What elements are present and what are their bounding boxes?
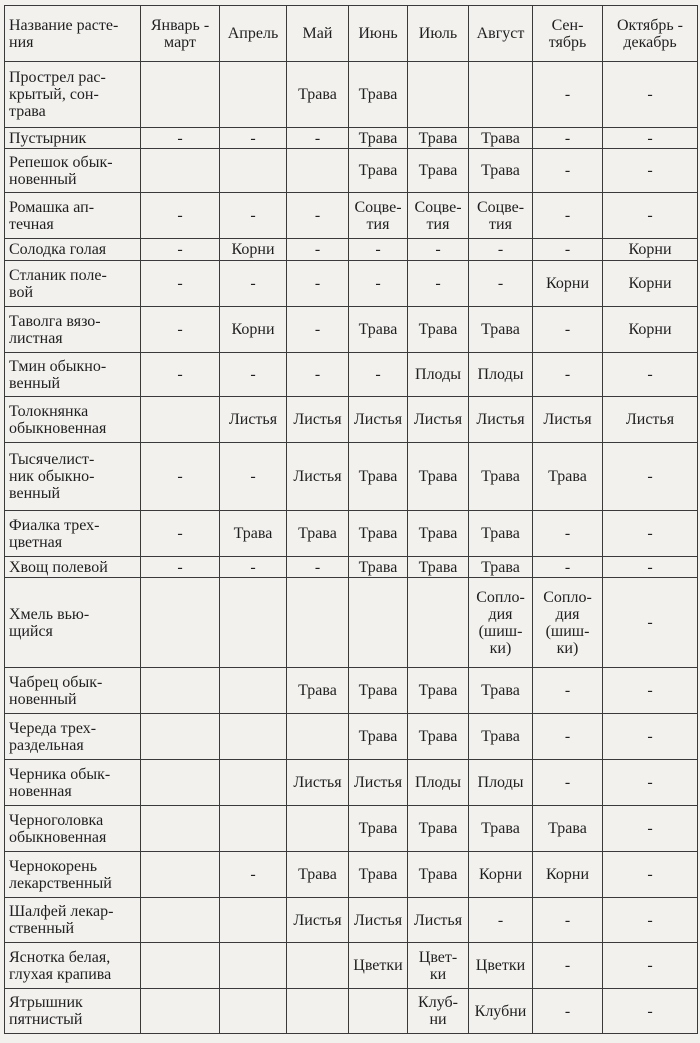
cell-august: Трава: [469, 307, 533, 353]
cell-july: Трава: [408, 668, 469, 714]
header-april: Апрель: [220, 6, 287, 62]
cell-may: Листья: [287, 760, 349, 806]
cell-oct-dec: -: [603, 62, 698, 128]
plant-name-cell: Ромашка ап- течная: [5, 193, 141, 239]
cell-may: Листья: [287, 898, 349, 943]
cell-august: Трава: [469, 806, 533, 852]
cell-jan-mar: -: [141, 557, 220, 578]
cell-july: Клуб- ни: [408, 989, 469, 1034]
header-july: Июль: [408, 6, 469, 62]
plant-name-cell: Стланик поле- вой: [5, 261, 141, 307]
cell-june: [349, 578, 408, 668]
cell-august: Плоды: [469, 760, 533, 806]
cell-may: -: [287, 353, 349, 397]
cell-oct-dec: Корни: [603, 307, 698, 353]
cell-jan-mar: -: [141, 193, 220, 239]
table-row: [5, 943, 698, 989]
plant-name-cell: Толокнянка обыкновенная: [5, 397, 141, 443]
cell-august: Трава: [469, 443, 533, 511]
cell-oct-dec: -: [603, 760, 698, 806]
cell-september: -: [533, 193, 603, 239]
cell-july: Цвет- ки: [408, 943, 469, 989]
cell-july: Трава: [408, 806, 469, 852]
cell-august: -: [469, 239, 533, 261]
plant-name-cell: Тмин обыкно- венный: [5, 353, 141, 397]
cell-jan-mar: [141, 806, 220, 852]
cell-oct-dec: Листья: [603, 397, 698, 443]
cell-jan-mar: -: [141, 511, 220, 557]
table-row: [5, 760, 698, 806]
cell-july: Соцве- тия: [408, 193, 469, 239]
cell-september: Сопло- дия (шиш- ки): [533, 578, 603, 668]
cell-july: Трава: [408, 714, 469, 760]
cell-oct-dec: -: [603, 149, 698, 193]
cell-august: [469, 62, 533, 128]
plant-name-cell: Хмель вью- щийся: [5, 578, 141, 668]
cell-june: Трава: [349, 852, 408, 898]
cell-jan-mar: [141, 943, 220, 989]
cell-april: [220, 760, 287, 806]
cell-september: -: [533, 943, 603, 989]
cell-august: Трава: [469, 714, 533, 760]
cell-april: [220, 668, 287, 714]
cell-oct-dec: Корни: [603, 239, 698, 261]
cell-june: Соцве- тия: [349, 193, 408, 239]
cell-june: Трава: [349, 62, 408, 128]
cell-may: [287, 714, 349, 760]
cell-oct-dec: -: [603, 989, 698, 1034]
cell-oct-dec: -: [603, 353, 698, 397]
cell-may: [287, 943, 349, 989]
header-august: Август: [469, 6, 533, 62]
cell-oct-dec: -: [603, 578, 698, 668]
cell-jan-mar: [141, 62, 220, 128]
cell-august: Трава: [469, 128, 533, 149]
cell-august: Плоды: [469, 353, 533, 397]
cell-august: Листья: [469, 397, 533, 443]
cell-june: Трава: [349, 668, 408, 714]
cell-jan-mar: -: [141, 261, 220, 307]
cell-september: Корни: [533, 852, 603, 898]
cell-april: -: [220, 353, 287, 397]
plant-name-cell: Череда трех- раздельная: [5, 714, 141, 760]
cell-april: -: [220, 193, 287, 239]
cell-jan-mar: [141, 578, 220, 668]
plant-name-cell: Чернокорень лекарственный: [5, 852, 141, 898]
cell-jan-mar: -: [141, 443, 220, 511]
plant-name-cell: Шалфей лекар- ственный: [5, 898, 141, 943]
plant-name-cell: Хвощ полевой: [5, 557, 141, 578]
cell-july: Трава: [408, 557, 469, 578]
cell-jan-mar: -: [141, 353, 220, 397]
table-row: [5, 128, 698, 149]
table-row: [5, 714, 698, 760]
cell-jan-mar: [141, 668, 220, 714]
cell-september: -: [533, 62, 603, 128]
cell-oct-dec: -: [603, 128, 698, 149]
cell-august: Трава: [469, 557, 533, 578]
table-row: [5, 578, 698, 668]
cell-august: Соцве- тия: [469, 193, 533, 239]
cell-august: -: [469, 898, 533, 943]
cell-april: [220, 943, 287, 989]
cell-june: Трава: [349, 307, 408, 353]
cell-oct-dec: -: [603, 852, 698, 898]
table-row: [5, 557, 698, 578]
plant-name-cell: Черноголовка обыкновенная: [5, 806, 141, 852]
plant-name-cell: Репешок обык- новенный: [5, 149, 141, 193]
cell-june: -: [349, 261, 408, 307]
cell-oct-dec: -: [603, 668, 698, 714]
cell-june: -: [349, 239, 408, 261]
cell-april: [220, 62, 287, 128]
cell-july: Листья: [408, 898, 469, 943]
table-row: [5, 239, 698, 261]
table-row: [5, 149, 698, 193]
cell-april: -: [220, 261, 287, 307]
cell-jan-mar: -: [141, 239, 220, 261]
cell-oct-dec: -: [603, 193, 698, 239]
plant-name-cell: Яснотка белая, глухая крапива: [5, 943, 141, 989]
plant-name-cell: Солодка голая: [5, 239, 141, 261]
table-row: [5, 62, 698, 128]
header-oct-dec: Октябрь - декабрь: [603, 6, 698, 62]
cell-oct-dec: -: [603, 898, 698, 943]
cell-july: -: [408, 239, 469, 261]
cell-june: Трава: [349, 443, 408, 511]
table-row: [5, 511, 698, 557]
cell-may: Листья: [287, 443, 349, 511]
cell-jan-mar: [141, 760, 220, 806]
table-row: [5, 852, 698, 898]
table-row: [5, 443, 698, 511]
cell-april: -: [220, 128, 287, 149]
header-jan-mar: Январь - март: [141, 6, 220, 62]
cell-august: -: [469, 261, 533, 307]
header-may: Май: [287, 6, 349, 62]
cell-september: -: [533, 128, 603, 149]
plant-name-cell: Тысячелист- ник обыкно- венный: [5, 443, 141, 511]
cell-july: Трава: [408, 511, 469, 557]
cell-oct-dec: Корни: [603, 261, 698, 307]
cell-april: [220, 578, 287, 668]
cell-april: Листья: [220, 397, 287, 443]
cell-september: -: [533, 557, 603, 578]
cell-september: Листья: [533, 397, 603, 443]
cell-jan-mar: [141, 149, 220, 193]
table-row: [5, 989, 698, 1034]
cell-may: [287, 989, 349, 1034]
plant-name-cell: Черника обык- новенная: [5, 760, 141, 806]
cell-august: Трава: [469, 511, 533, 557]
plant-name-cell: Прострел рас- крытый, сон- трава: [5, 62, 141, 128]
cell-may: -: [287, 557, 349, 578]
cell-may: -: [287, 193, 349, 239]
cell-august: Клубни: [469, 989, 533, 1034]
header-plant-name: Название расте- ния: [5, 6, 141, 62]
table-row: [5, 307, 698, 353]
cell-april: -: [220, 852, 287, 898]
cell-april: [220, 149, 287, 193]
cell-may: Листья: [287, 397, 349, 443]
cell-august: Цветки: [469, 943, 533, 989]
cell-june: -: [349, 353, 408, 397]
table-row: [5, 353, 698, 397]
cell-oct-dec: -: [603, 806, 698, 852]
table-body: [5, 62, 698, 1034]
cell-july: Плоды: [408, 760, 469, 806]
cell-jan-mar: [141, 852, 220, 898]
cell-april: -: [220, 557, 287, 578]
cell-jan-mar: [141, 397, 220, 443]
cell-may: -: [287, 128, 349, 149]
cell-april: -: [220, 443, 287, 511]
cell-september: -: [533, 714, 603, 760]
cell-may: [287, 806, 349, 852]
cell-may: [287, 578, 349, 668]
table-row: [5, 898, 698, 943]
cell-august: Трава: [469, 149, 533, 193]
cell-oct-dec: -: [603, 511, 698, 557]
cell-oct-dec: -: [603, 557, 698, 578]
table-row: [5, 193, 698, 239]
cell-june: Цветки: [349, 943, 408, 989]
cell-may: -: [287, 261, 349, 307]
cell-september: -: [533, 353, 603, 397]
cell-september: -: [533, 149, 603, 193]
cell-july: Трава: [408, 443, 469, 511]
cell-april: [220, 806, 287, 852]
cell-june: Трава: [349, 806, 408, 852]
cell-oct-dec: -: [603, 443, 698, 511]
cell-may: Трава: [287, 511, 349, 557]
cell-september: -: [533, 307, 603, 353]
cell-may: Трава: [287, 852, 349, 898]
cell-june: Листья: [349, 760, 408, 806]
cell-september: Трава: [533, 806, 603, 852]
cell-jan-mar: -: [141, 307, 220, 353]
plant-name-cell: Фиалка трех- цветная: [5, 511, 141, 557]
cell-jan-mar: [141, 989, 220, 1034]
cell-may: -: [287, 307, 349, 353]
cell-august: Корни: [469, 852, 533, 898]
cell-june: Трава: [349, 128, 408, 149]
cell-jan-mar: -: [141, 128, 220, 149]
cell-july: Трава: [408, 149, 469, 193]
cell-june: Листья: [349, 898, 408, 943]
harvest-calendar-table: [4, 5, 698, 1034]
header-june: Июнь: [349, 6, 408, 62]
cell-july: [408, 62, 469, 128]
cell-may: Трава: [287, 668, 349, 714]
cell-september: Трава: [533, 443, 603, 511]
table-row: [5, 261, 698, 307]
header-row: [5, 6, 698, 62]
cell-april: [220, 714, 287, 760]
cell-april: Корни: [220, 239, 287, 261]
table-row: [5, 668, 698, 714]
cell-june: Трава: [349, 149, 408, 193]
cell-august: Сопло- дия (шиш- ки): [469, 578, 533, 668]
cell-september: -: [533, 239, 603, 261]
cell-september: -: [533, 668, 603, 714]
cell-september: -: [533, 511, 603, 557]
cell-april: [220, 989, 287, 1034]
cell-jan-mar: [141, 714, 220, 760]
cell-september: -: [533, 760, 603, 806]
table-row: [5, 397, 698, 443]
cell-june: [349, 989, 408, 1034]
cell-july: [408, 578, 469, 668]
cell-april: [220, 898, 287, 943]
cell-april: Корни: [220, 307, 287, 353]
cell-july: Трава: [408, 128, 469, 149]
header-september: Сен- тябрь: [533, 6, 603, 62]
plant-name-cell: Пустырник: [5, 128, 141, 149]
cell-april: Трава: [220, 511, 287, 557]
cell-july: Листья: [408, 397, 469, 443]
cell-may: [287, 149, 349, 193]
cell-june: Листья: [349, 397, 408, 443]
cell-june: Трава: [349, 511, 408, 557]
cell-july: Трава: [408, 852, 469, 898]
plant-name-cell: Таволга вязо- листная: [5, 307, 141, 353]
cell-jan-mar: [141, 898, 220, 943]
cell-july: -: [408, 261, 469, 307]
cell-july: Трава: [408, 307, 469, 353]
cell-oct-dec: -: [603, 943, 698, 989]
cell-may: -: [287, 239, 349, 261]
cell-august: Трава: [469, 668, 533, 714]
cell-september: -: [533, 989, 603, 1034]
cell-june: Трава: [349, 557, 408, 578]
plant-name-cell: Ятрышник пятнистый: [5, 989, 141, 1034]
cell-may: Трава: [287, 62, 349, 128]
cell-september: -: [533, 898, 603, 943]
table-row: [5, 806, 698, 852]
plant-name-cell: Чабрец обык- новенный: [5, 668, 141, 714]
cell-september: Корни: [533, 261, 603, 307]
cell-june: Трава: [349, 714, 408, 760]
cell-july: Плоды: [408, 353, 469, 397]
cell-oct-dec: -: [603, 714, 698, 760]
